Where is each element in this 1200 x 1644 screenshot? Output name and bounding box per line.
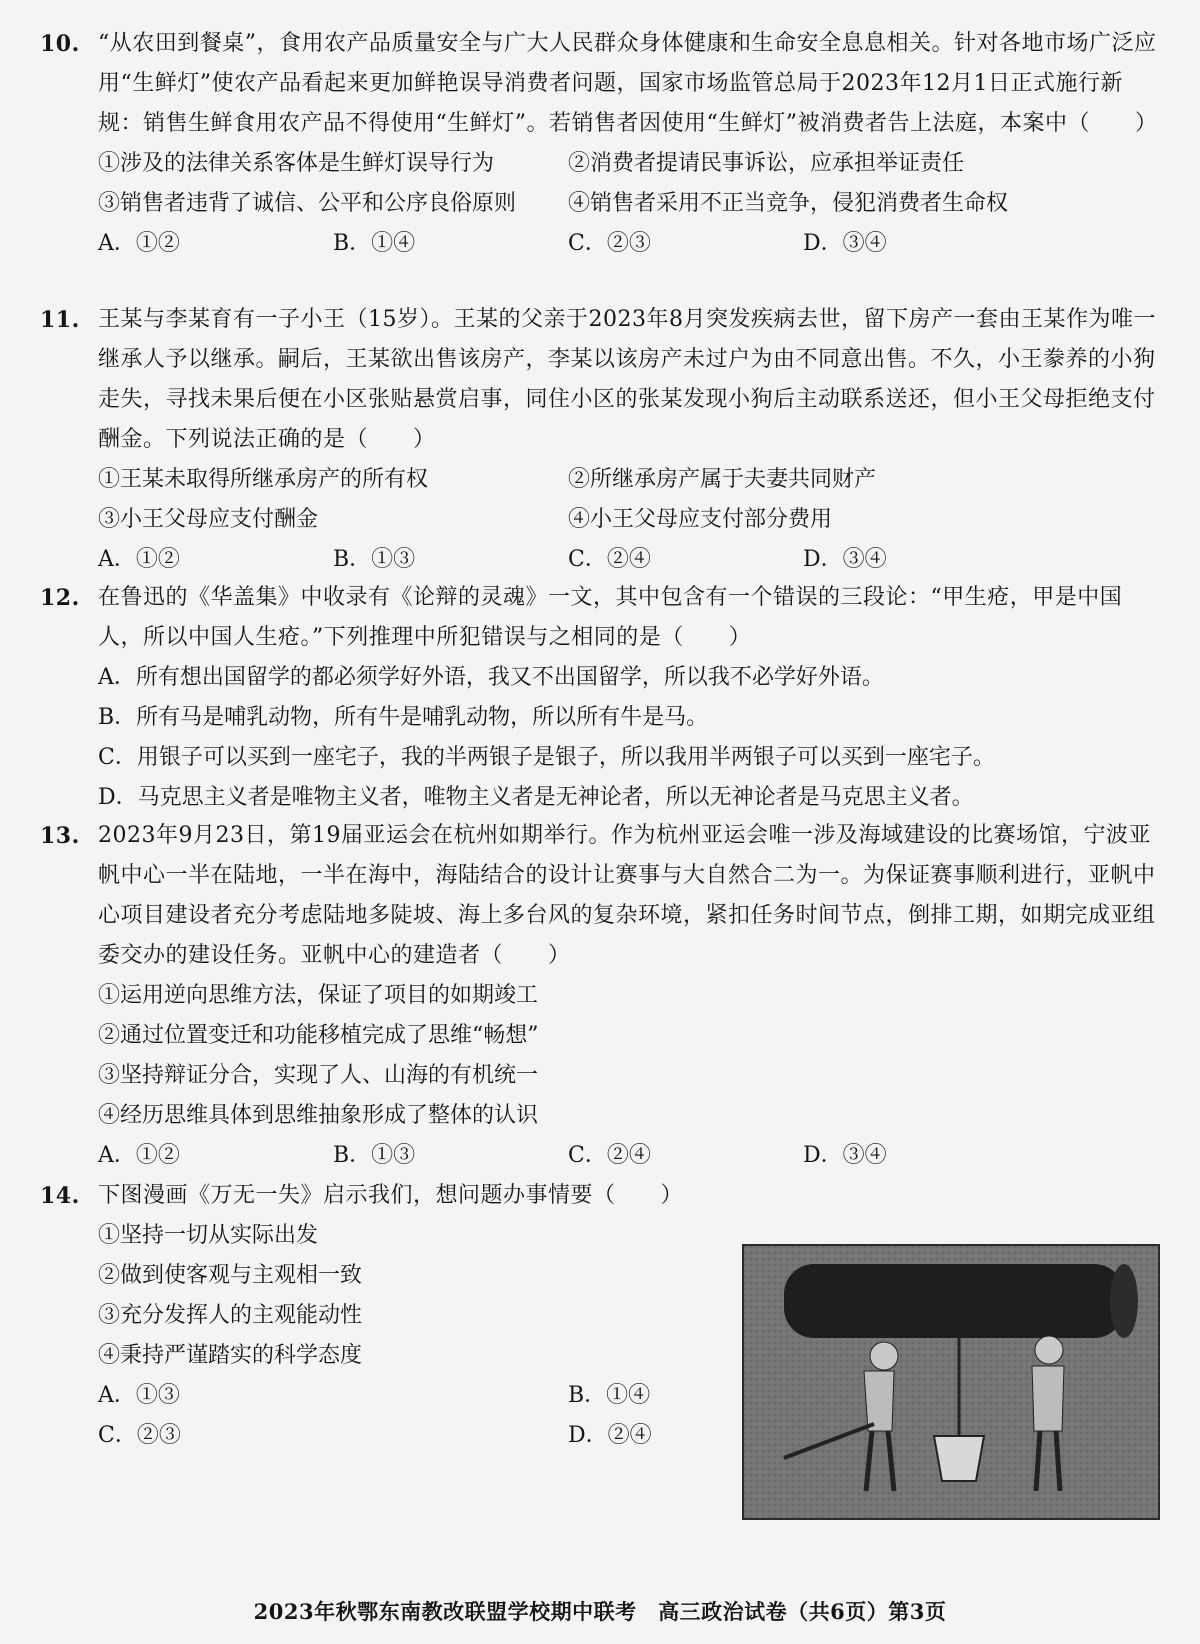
choice-c: C．②④ xyxy=(568,547,651,572)
option: ④秉持严谨踏实的科学态度 xyxy=(98,1343,363,1368)
choice-list xyxy=(40,1376,720,1456)
option: ④销售者采用不正当竞争，侵犯消费者生命权 xyxy=(568,191,1009,216)
question-10 xyxy=(40,24,1160,264)
choice-d: D．②④ xyxy=(568,1423,652,1448)
choice-c: C．②③ xyxy=(98,1423,181,1448)
choice-b: B．所有马是哺乳动物，所有牛是哺乳动物，所以所有牛是马。 xyxy=(98,705,709,730)
option: ④经历思维具体到思维抽象形成了整体的认识 xyxy=(98,1103,539,1128)
option: ④小王父母应支付部分费用 xyxy=(568,507,833,532)
question-stem: 13. 2023年9月23日，第19届亚运会在杭州如期举行。作为杭州亚运会唯一涉及海域建设的比赛场馆，宁波亚帆中心一半在陆地，一半在海中，海陆结合的设计让赛事与大自然合二为一。为保证赛事顺利进行，亚帆中心项目建设者充分考虑陆地多陡坡、海上多台风的复杂环境，紧扣任务时间节点，倒排工期，如期完成亚组委交办的建设任务。亚帆中心的建造者（ ） xyxy=(40,816,1160,976)
option: ①坚持一切从实际出发 xyxy=(98,1223,319,1248)
option: ③小王父母应支付酬金 xyxy=(98,507,319,532)
question-number: 12. xyxy=(40,585,80,611)
choice-list xyxy=(40,224,1160,264)
choice-c: C．②③ xyxy=(568,231,651,256)
question-stem: 12. 在鲁迅的《华盖集》中收录有《论辩的灵魂》一文，其中包含有一个错误的三段论：“甲生疮，甲是中国人，所以中国人生疮。”下列推理中所犯错误与之相同的是（ ） xyxy=(40,578,1160,658)
question-number: 10. xyxy=(40,31,80,57)
option-list xyxy=(40,144,1160,224)
option: ③坚持辩证分合，实现了人、山海的有机统一 xyxy=(98,1063,539,1088)
cartoon-image xyxy=(742,1244,1160,1520)
option: ③充分发挥人的主观能动性 xyxy=(98,1303,363,1328)
option: ①王某未取得所继承房产的所有权 xyxy=(98,467,429,492)
question-stem: 10. “从农田到餐桌”，食用农产品质量安全与广大人民群众身体健康和生命安全息息相关。针对各地市场广泛应用“生鲜灯”使农产品看起来更加鲜艳误导消费者问题，国家市场监管总局于2023年12月1日正式施行新规：销售生鲜食用农产品不得使用“生鲜灯”。若销售者因使用“生鲜灯”被消费者告上法庭，本案中（ ） xyxy=(40,24,1160,144)
choice-a: A．①② xyxy=(98,1143,180,1168)
choice-list xyxy=(40,1136,1160,1176)
choice-d: D．马克思主义者是唯物主义者，唯物主义者是无神论者，所以无神论者是马克思主义者。 xyxy=(98,785,974,810)
choice-a: A．①③ xyxy=(98,1383,180,1408)
page-footer: 2023年秋鄂东南教改联盟学校期中联考 高三政治试卷（共6页）第3页 xyxy=(253,1599,947,1624)
choice-b: B．①③ xyxy=(333,547,416,572)
question-14 xyxy=(40,1176,720,1456)
choice-c: C．②④ xyxy=(568,1143,651,1168)
choice-d: D．③④ xyxy=(803,547,887,572)
choice-d: D．③④ xyxy=(803,1143,887,1168)
choice-b: B．①④ xyxy=(333,231,416,256)
choice-a: A．所有想出国留学的都必须学好外语，我又不出国留学，所以我不必学好外语。 xyxy=(98,665,884,690)
question-number: 14. xyxy=(40,1183,80,1209)
question-12 xyxy=(40,578,1160,818)
option: ②所继承房产属于夫妻共同财产 xyxy=(568,467,877,492)
choice-d: D．③④ xyxy=(803,231,887,256)
choice-c: C．用银子可以买到一座宅子，我的半两银子是银子，所以我用半两银子可以买到一座宅子。 xyxy=(98,745,995,770)
choice-list xyxy=(40,540,1160,580)
option: ②做到使客观与主观相一致 xyxy=(98,1263,363,1288)
cartoon-drawing xyxy=(744,1246,1158,1518)
option: ①涉及的法律关系客体是生鲜灯误导行为 xyxy=(98,151,495,176)
question-13 xyxy=(40,816,1160,1176)
option: ②通过位置变迁和功能移植完成了思维“畅想” xyxy=(98,1023,539,1048)
choice-a: A．①② xyxy=(98,547,180,572)
question-stem: 11. 王某与李某育有一子小王（15岁）。王某的父亲于2023年8月突发疾病去世，留下房产一套由王某作为唯一继承人予以继承。嗣后，王某欲出售该房产，李某以该房产未过户为由不同意出售。不久，小王豢养的小狗走失，寻找未果后便在小区张贴悬赏启事，同住小区的张某发现小狗后主动联系送还，但小王父母拒绝支付酬金。下列说法正确的是（ ） xyxy=(40,300,1160,460)
option: ①运用逆向思维方法，保证了项目的如期竣工 xyxy=(98,983,539,1008)
question-stem: 14. 下图漫画《万无一失》启示我们，想问题办事情要（ ） xyxy=(40,1176,720,1216)
choice-a: A．①② xyxy=(98,231,180,256)
option: ②消费者提请民事诉讼，应承担举证责任 xyxy=(568,151,965,176)
choice-b: B．①④ xyxy=(568,1383,651,1408)
question-11 xyxy=(40,300,1160,580)
option-list xyxy=(40,460,1160,540)
choice-b: B．①③ xyxy=(333,1143,416,1168)
question-number: 13. xyxy=(40,823,80,849)
question-number: 11. xyxy=(40,307,80,333)
option: ③销售者违背了诚信、公平和公序良俗原则 xyxy=(98,191,517,216)
